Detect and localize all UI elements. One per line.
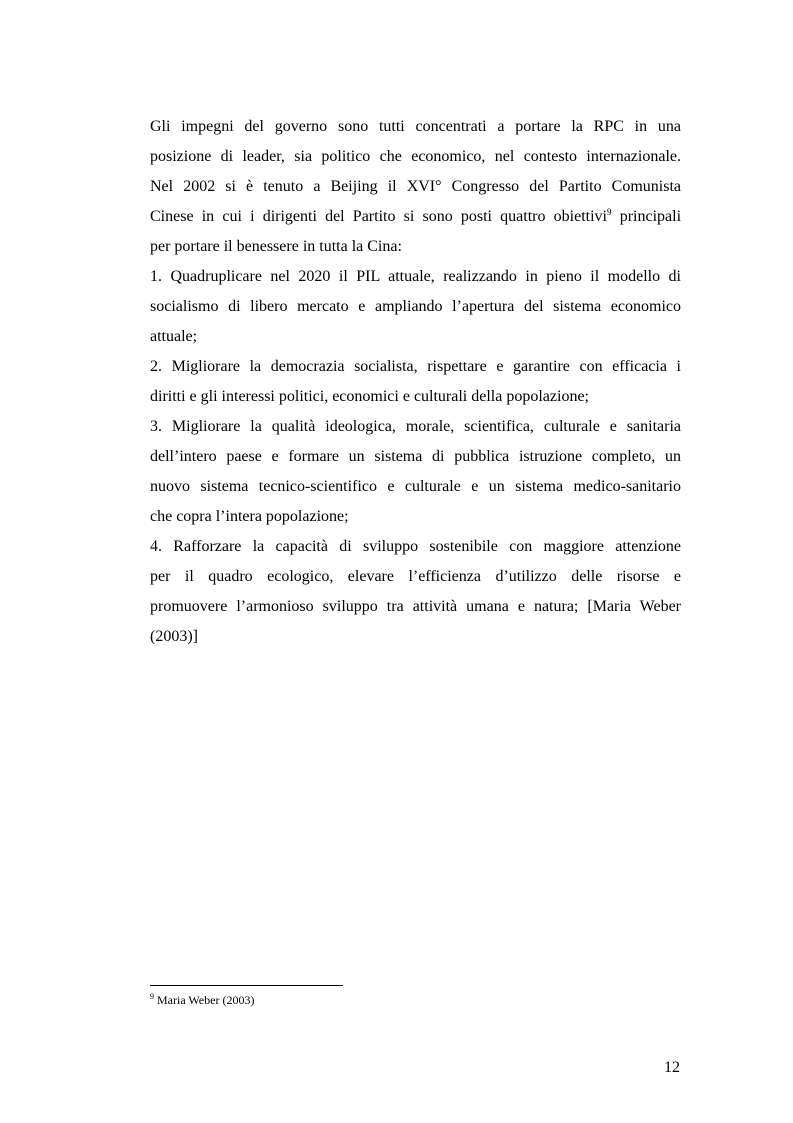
text-line: 4. Rafforzare la capacità di sviluppo sostenibile con maggiore attenzione [150,538,681,555]
footnote [150,992,254,1008]
text-line: che copra l’intera popolazione; [150,508,349,525]
text-line: 2. Migliorare la democrazia socialista, rispettare e garantire con efficacia i [150,358,681,375]
footnote-divider [150,985,343,986]
body-text [150,112,681,652]
footnote-marker: 9 [150,992,154,1001]
footnote-reference[interactable]: 9 [607,207,612,217]
text-line: posizione di leader, sia politico che economico, nel contesto internazionale. [150,148,681,165]
text-line: (2003)] [150,628,198,645]
text-line: nuovo sistema tecnico-scientifico e culturale e un sistema medico-sanitario [150,478,681,495]
text-line: attuale; [150,328,198,345]
text-line: 3. Migliorare la qualità ideologica, morale, scientifica, culturale e sanitaria [150,418,681,435]
text-line: promuovere l’armonioso sviluppo tra attività umana e natura; [Maria Weber [150,598,681,615]
text-line: per portare il benessere in tutta la Cina: [150,238,402,255]
text-line-with-footnote [150,202,681,232]
text-line: dell’intero paese e formare un sistema di pubblica istruzione completo, un [150,448,681,465]
text-line: Nel 2002 si è tenuto a Beijing il XVI° Congresso del Partito Comunista [150,178,681,195]
text-line: Gli impegni del governo sono tutti concentrati a portare la RPC in una [150,118,681,135]
text-fragment: principali [619,208,682,225]
text-line: 1. Quadruplicare nel 2020 il PIL attuale, realizzando in pieno il modello di [150,268,681,285]
text-line: diritti e gli interessi politici, economici e culturali della popolazione; [150,388,589,405]
text-line: per il quadro ecologico, elevare l’efficienza d’utilizzo delle risorse e [150,568,681,585]
footnote-text: Maria Weber (2003) [157,993,255,1007]
text-fragment: Cinese in cui i dirigenti del Partito si sono posti quattro obiettivi [150,208,608,225]
text-line: socialismo di libero mercato e ampliando l’apertura del sistema economico [150,298,681,315]
page-number: 12 [664,1059,680,1076]
